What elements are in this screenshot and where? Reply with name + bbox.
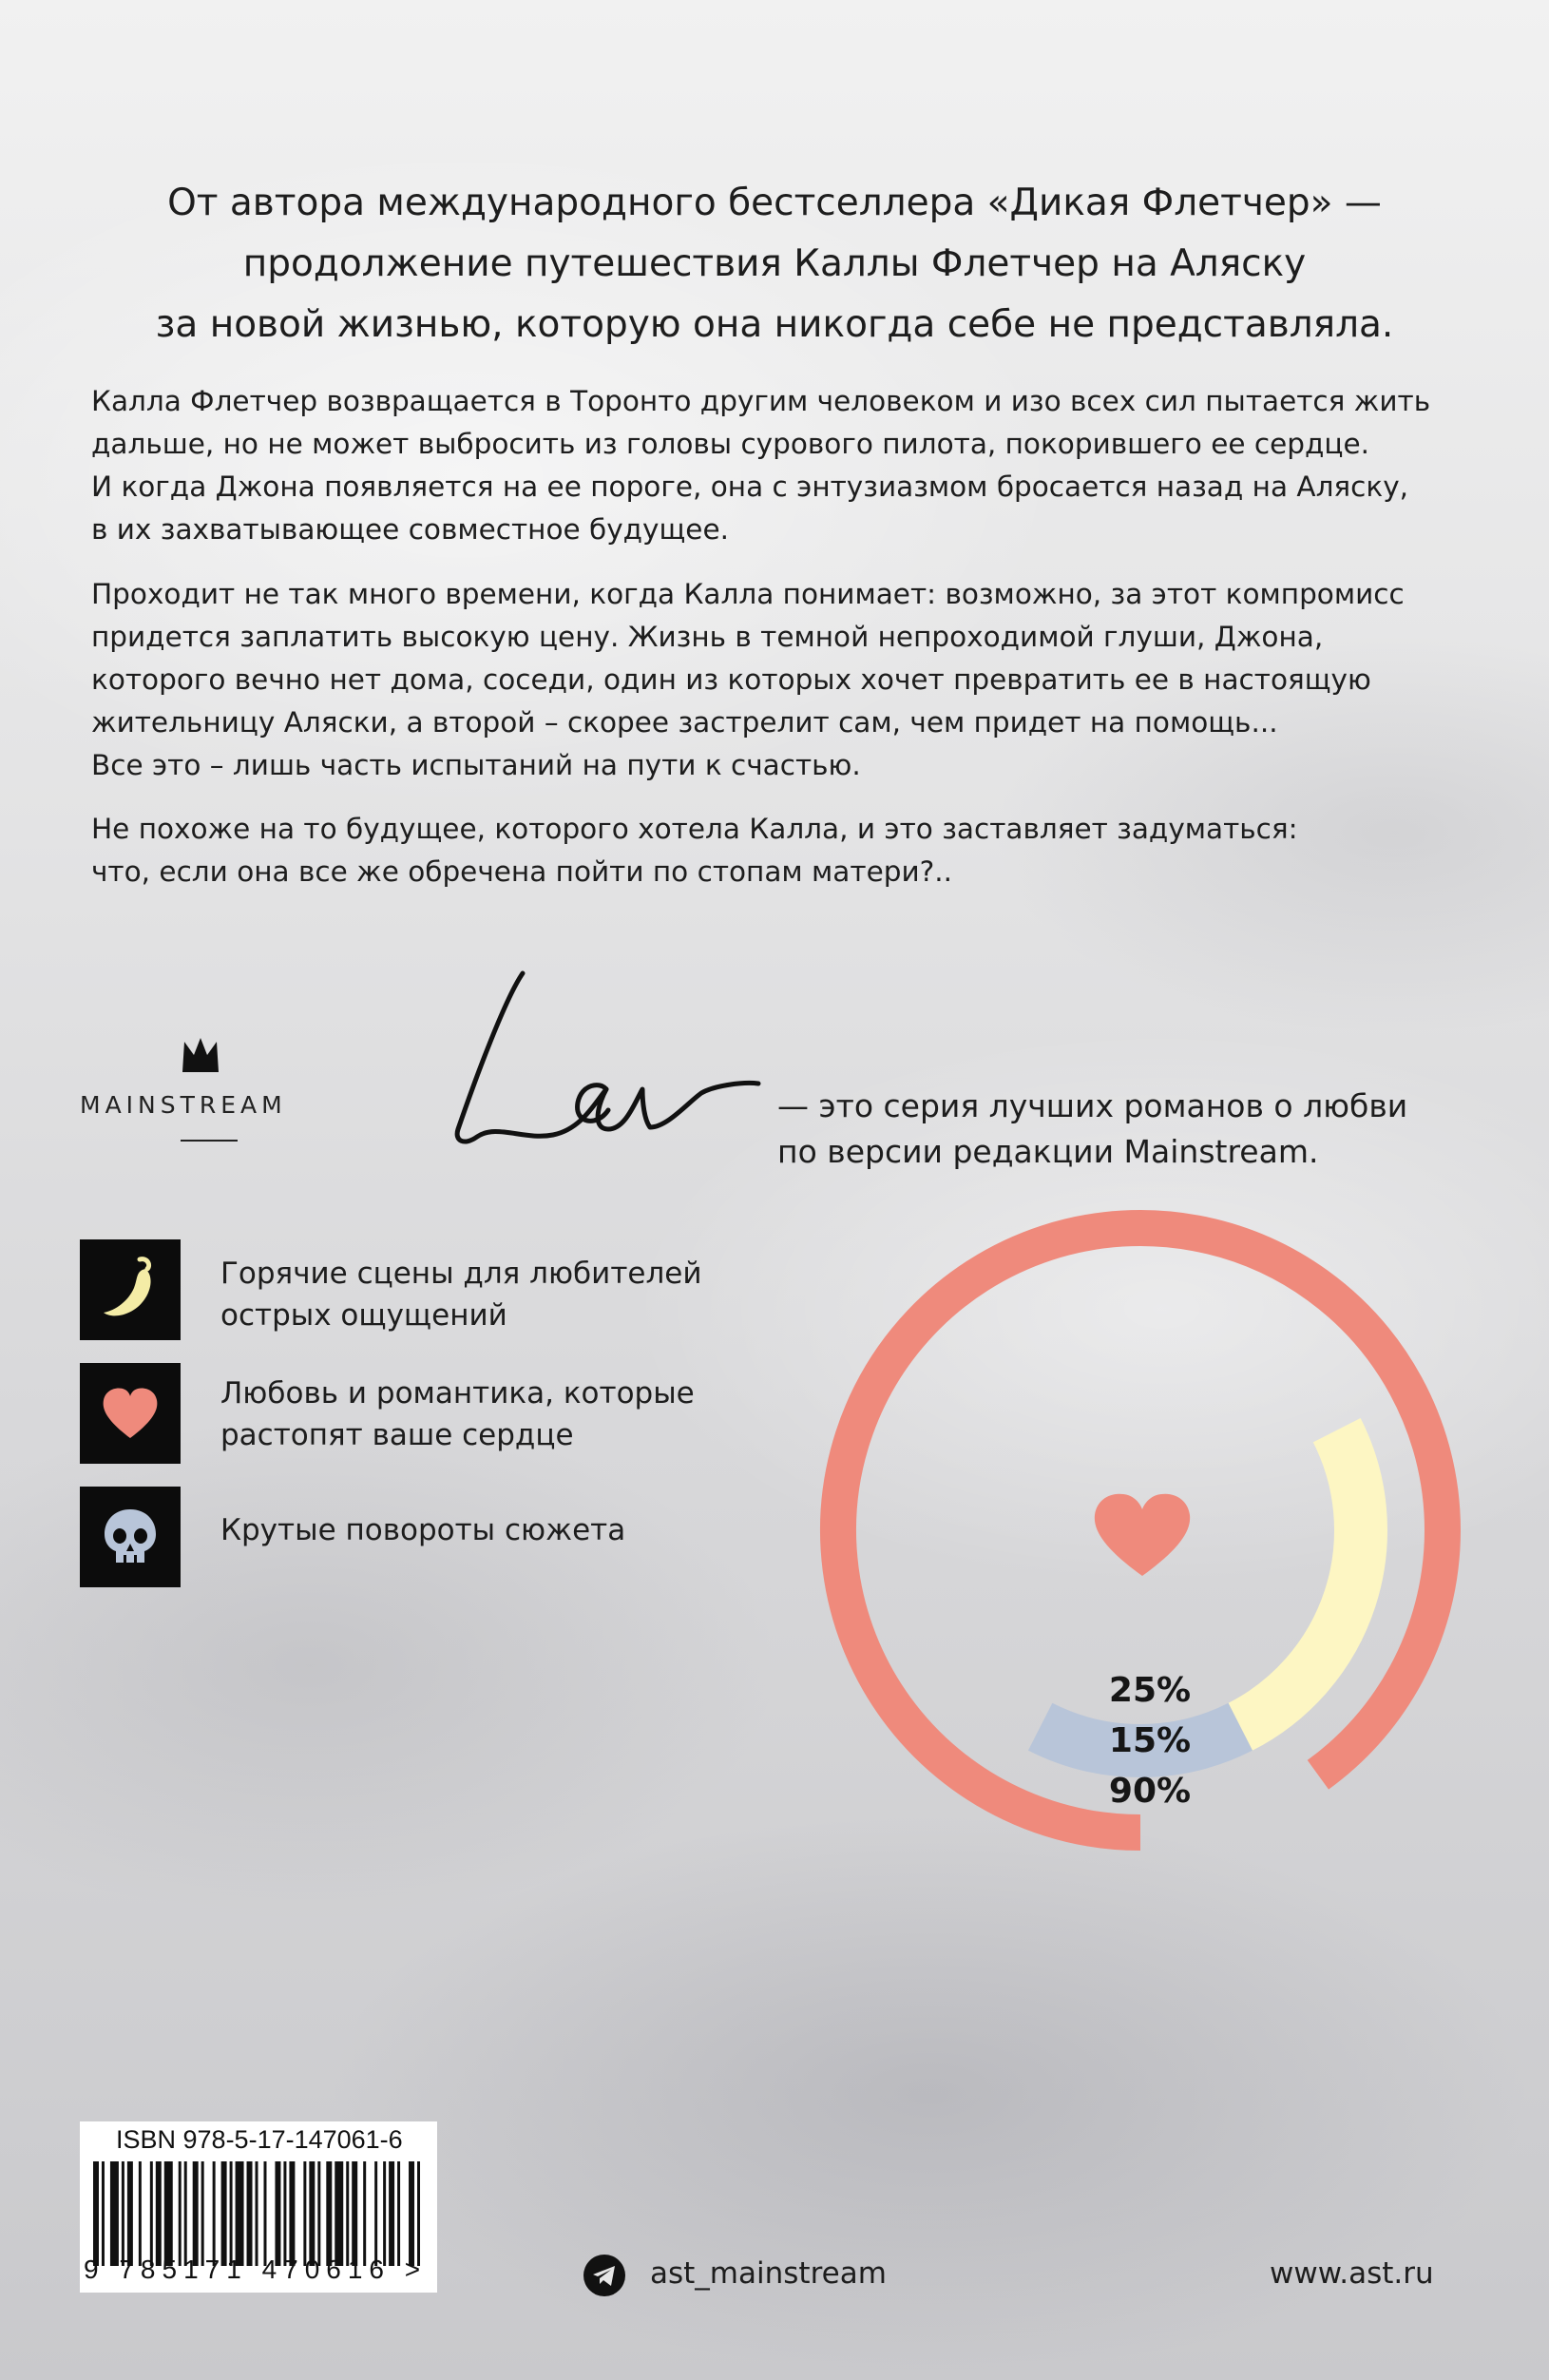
lead-line: за новой жизнью, которую она никогда себе не представляла. [155,303,1394,346]
barcode-bar [179,2161,182,2266]
website-link[interactable]: www.ast.ru [1270,2256,1434,2291]
barcode-bar [256,2161,258,2266]
barcode-bar [346,2161,349,2266]
barcode-bar [303,2161,306,2266]
feature-text [220,1372,695,1456]
barcode-bar [374,2161,377,2266]
barcode-bar [275,2161,280,2266]
paragraph-line: которого вечно нет дома, соседи, один из которых хочет превратить ее в настоящую [91,663,1371,696]
paragraph-line: Не похоже на то будущее, которого хотела Калла, и это заставляет задуматься: [91,813,1298,845]
paragraph-1 [91,380,1460,551]
barcode-bar [236,2161,244,2266]
barcode-bar [164,2161,173,2266]
paragraph-line: жительницу Аляски, а второй – скорее застрелит сам, чем придет на помощь... [91,706,1278,739]
logo-underline [80,1133,336,1152]
barcode-bar [184,2161,187,2266]
paragraph-2 [91,573,1460,787]
skull-icon [97,1504,163,1570]
isbn-label: ISBN 978-5-17-147061-6 [116,2125,403,2154]
barcode-bar [409,2161,414,2266]
barcode-bar [150,2161,153,2266]
barcode-bar [247,2161,253,2266]
paragraph-3 [91,808,1460,893]
series-description [777,1084,1407,1175]
barcode-bar [201,2161,204,2266]
barcode-bar [221,2161,227,2266]
barcode-bar [110,2161,119,2266]
series-line: — это серия лучших романов о любви [777,1087,1408,1124]
ring-segment-yellow [1240,1430,1361,1727]
chili-pepper-icon [92,1252,168,1328]
barcode-bar [417,2161,420,2266]
barcode-bar [389,2161,394,2266]
barcode-bar [230,2161,233,2266]
paragraph-line: дальше, но не может выбросить из головы сурового пилота, покорившего ее сердце. [91,428,1369,460]
barcode-bar [352,2161,357,2266]
isbn-digits: 9 785171 470616 > [84,2255,428,2284]
barcode-bar [102,2161,105,2266]
heart-icon [1095,1494,1190,1576]
barcode-bar [213,2161,216,2266]
feature-text [220,1509,625,1551]
lav-series-logo [439,960,762,1169]
barcode-bar [363,2161,366,2266]
barcode-bar [317,2161,320,2266]
paragraph-line: в их захватывающее совместное будущее. [91,513,729,546]
feature-line: острых ощущений [220,1298,507,1333]
paragraph-line: Проходит не так много времени, когда Калла понимает: возможно, за этот компромисс [91,578,1405,610]
feature-icon-box [80,1239,181,1340]
ring-chart [808,1198,1473,1863]
heart-icon [98,1381,163,1446]
feature-line: Крутые повороты сюжета [220,1513,626,1547]
series-line: по версии редакции Mainstream. [777,1133,1319,1170]
barcode-bar [127,2161,133,2266]
barcode-bar [326,2161,332,2266]
barcode-image [93,2161,426,2266]
telegram-icon[interactable] [583,2255,625,2296]
barcode-bar [193,2161,199,2266]
feature-text [220,1253,702,1336]
lead-line: От автора международного бестселлера «Дикая Флетчер» — [167,182,1382,224]
publisher-logo-text: MAINSTREAM [80,1091,287,1119]
barcode-bar [383,2161,386,2266]
feature-line: растопят ваше сердце [220,1418,574,1452]
segment-label-coral: 90% [1108,1772,1192,1811]
social-handle[interactable]: ast_mainstream [650,2256,887,2291]
segment-label-yellow: 25% [1108,1671,1192,1710]
publisher-logo [80,1030,336,1154]
barcode-bar [289,2161,295,2266]
barcode-bar [397,2161,400,2266]
barcode-bar [93,2161,99,2266]
lead-line: продолжение путешествия Каллы Флетчер на Аляску [242,242,1307,285]
paragraph-line: придется заплатить высокую цену. Жизнь в темной непроходимой глуши, Джона, [91,621,1324,653]
barcode-bar [335,2161,343,2266]
crown-icon [80,1030,336,1091]
barcode-bar [156,2161,162,2266]
barcode-bar [309,2161,315,2266]
isbn-barcode [80,2121,437,2293]
barcode-bar [283,2161,286,2266]
paragraph-line: Все это – лишь часть испытаний на пути к счастью. [91,749,861,781]
barcode-bar [139,2161,142,2266]
paragraph-line: что, если она все же обречена пойти по стопам матери?.. [91,855,953,888]
feature-icon-box [80,1363,181,1464]
barcode-bar [263,2161,266,2266]
feature-line: Любовь и романтика, которые [220,1376,695,1411]
segment-label-blue: 15% [1108,1721,1192,1760]
lead-blurb [95,173,1454,355]
paragraph-line: И когда Джона появляется на ее пороге, она с энтузиазмом бросается назад на Аляску, [91,470,1409,503]
paragraph-line: Калла Флетчер возвращается в Торонто другим человеком и изо всех сил пытается жить [91,385,1431,417]
barcode-bar [122,2161,124,2266]
feature-icon-box [80,1487,181,1587]
feature-line: Горячие сцены для любителей [220,1257,702,1291]
